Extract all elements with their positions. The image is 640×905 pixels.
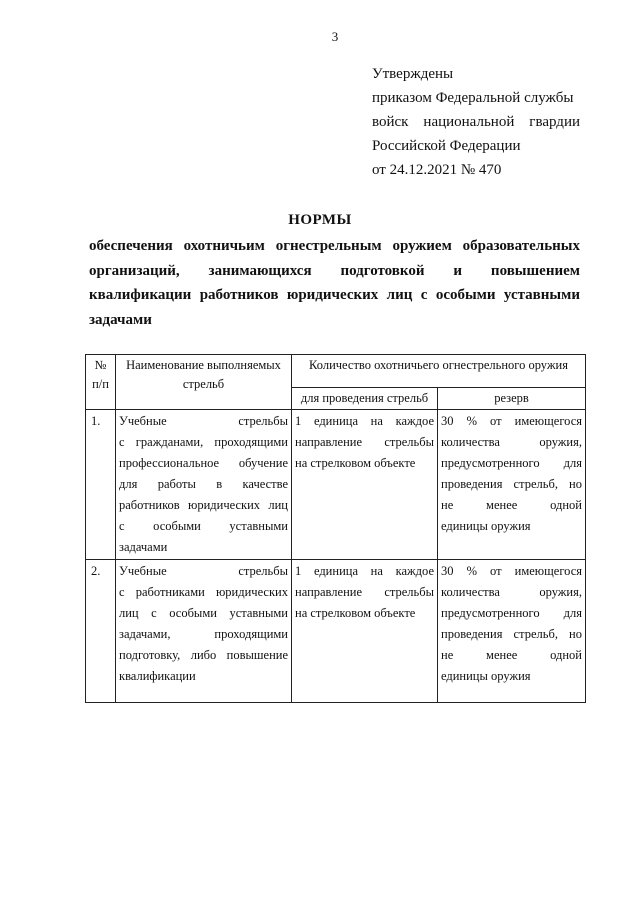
approval-line: Утверждены <box>372 66 454 82</box>
cell-line: задачами <box>119 540 168 554</box>
cell-line: направление стрельбы <box>295 585 434 599</box>
cell-line: Учебные стрельбы <box>119 414 288 428</box>
shooting-name-cell <box>116 410 292 560</box>
subtitle-line: задачами <box>89 311 152 328</box>
cell-line: для работы в качестве <box>119 477 288 491</box>
header-quantity: Количество охотничьего огнестрельного оружия <box>292 355 586 388</box>
cell-line: квалификации <box>119 669 196 683</box>
row-number: 2. <box>86 560 116 703</box>
header-name: Наименование выполняемых стрельб <box>116 355 292 410</box>
subtitle-line: организаций, занимающихся подготовкой и повышением <box>89 262 580 279</box>
cell-line: проведения стрельб, но <box>441 477 582 491</box>
subtitle-line: квалификации работников юридических лиц с особыми уставными <box>89 287 580 303</box>
table-row <box>86 410 586 560</box>
cell-line: 30 % от имеющегося <box>441 414 582 428</box>
cell-line: проведения стрельб, но <box>441 627 582 641</box>
page-number: 3 <box>331 29 339 44</box>
approval-line: войск национальной гвардии <box>372 114 580 130</box>
document-title: НОРМЫ <box>288 212 352 228</box>
cell-line: 1 единица на каждое <box>295 414 434 428</box>
header-for-shooting: для проведения стрельб <box>292 388 438 410</box>
cell-line: не менее одной <box>441 498 582 512</box>
approval-line: Российской Федерации <box>372 138 521 154</box>
header-number-line: № <box>94 358 107 372</box>
row-number: 1. <box>86 410 116 560</box>
cell-line: единицы оружия <box>441 669 531 683</box>
cell-line: количества оружия, <box>441 435 582 449</box>
cell-line: не менее одной <box>441 648 582 662</box>
cell-line: Учебные стрельбы <box>119 564 288 578</box>
cell-line: подготовку, либо повышение <box>119 648 288 662</box>
cell-line: на стрелковом объекте <box>295 456 416 470</box>
approval-line: приказом Федеральной службы <box>372 90 574 106</box>
cell-line: лиц с особыми уставными <box>119 606 288 620</box>
cell-line: на стрелковом объекте <box>295 606 416 620</box>
header-number <box>86 355 116 410</box>
cell-line: предусмотренного для <box>441 456 582 470</box>
cell-line: с гражданами, проходящими <box>119 435 288 449</box>
cell-line: 1 единица на каждое <box>295 564 434 578</box>
cell-line: количества оружия, <box>441 585 582 599</box>
table-header-row <box>86 355 586 388</box>
cell-line: профессиональное обучение <box>119 456 288 470</box>
cell-line: с особыми уставными <box>119 519 288 533</box>
approval-block <box>372 62 580 182</box>
header-number-line: п/п <box>92 377 109 391</box>
reserve-cell <box>438 410 586 560</box>
cell-line: 30 % от имеющегося <box>441 564 582 578</box>
approval-line: от 24.12.2021 № 470 <box>372 162 502 178</box>
cell-line: работников юридических лиц <box>119 498 288 512</box>
subtitle-line: обеспечения охотничьим огнестрельным оружием образовательных <box>89 238 580 254</box>
reserve-cell <box>438 560 586 703</box>
document-subtitle <box>89 234 580 332</box>
cell-line: единицы оружия <box>441 519 531 533</box>
cell-line: предусмотренного для <box>441 606 582 620</box>
shooting-name-cell <box>116 560 292 703</box>
cell-line: задачами, проходящими <box>119 627 288 641</box>
cell-line: направление стрельбы <box>295 435 434 449</box>
for-shooting-cell <box>292 410 438 560</box>
table-row <box>86 560 586 703</box>
for-shooting-cell <box>292 560 438 703</box>
norms-table <box>85 354 586 703</box>
header-reserve: резерв <box>438 388 586 410</box>
cell-line: с работниками юридических <box>119 585 288 599</box>
